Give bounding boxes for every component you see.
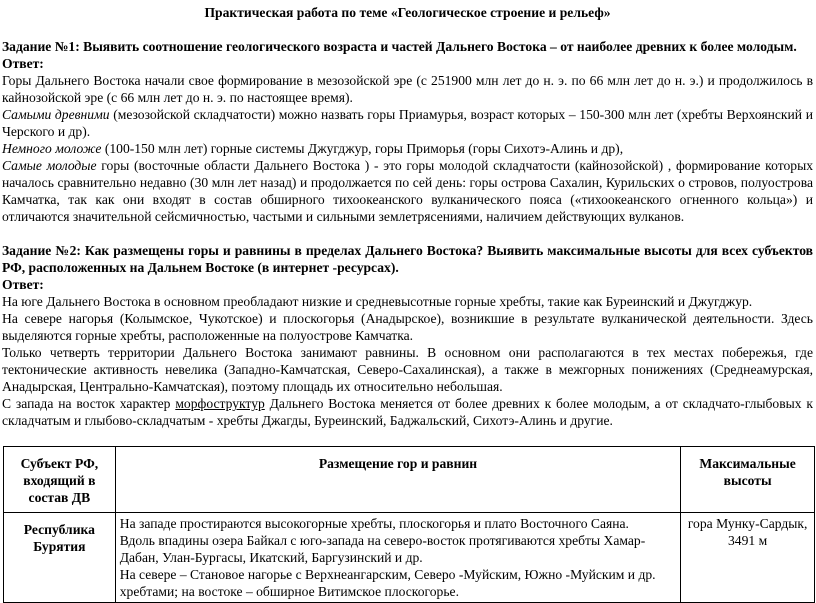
task1-heading: Задание №1: Выявить соотношение геологического возраста и частей Дальнего Востока – от наиболее древних к более молодым.: [2, 39, 797, 54]
task2-paragraph-3: Только четверть территории Дальнего Востока занимают равнины. В основном они располагаются в тех местах побережья, где тектонические активность невелика (Западно-Камчатская, Северо-Сахалинская), а также в межгорных понижениях (Среднеамурская, Анадырская, Центрально-Камчатская), поэтому площадь их относительно небольшая.: [2, 345, 813, 394]
header-max-height: Максимальные высоты: [681, 447, 815, 513]
morphostructure-link[interactable]: морфоструктур: [175, 396, 265, 411]
header-placement: Размещение гор и равнин: [115, 447, 680, 513]
table-row: [4, 513, 815, 603]
youngest-term: Самые молодые: [2, 158, 97, 173]
ancient-term: Самыми древними: [2, 107, 110, 122]
task1-ancient-paragraph: [2, 106, 813, 140]
task2-paragraph-2: На севере нагорья (Колымское, Чукотское) и плоскогорья (Анадырское), возникшие в результате вулканической деятельности. Здесь выделяются горные хребты, расположенные на полуострове Камчатка.: [2, 311, 813, 343]
header-subject: Субъект РФ, входящий в состав ДВ: [4, 447, 116, 513]
row-placement: [115, 513, 680, 603]
younger-term: Немного моложе: [2, 141, 102, 156]
para4-end: Дальнего Востока меняется от более древних к более молодым, а от складчато-глыбовых к складчатым и глыбово-складчатым - хребты Джагды, Буреинский, Баджальский, Сихотэ-Алинь и другие.: [2, 396, 813, 428]
heights-table: [3, 446, 815, 603]
ancient-text: (мезозойской складчатости) можно назвать горы Приамурья, возраст которых – 150-300 млн лет (хребты Верхоянский и Черского и др).: [2, 107, 813, 139]
row-subject: Республика Бурятия: [4, 513, 116, 603]
task1-youngest-paragraph: [2, 157, 813, 225]
task1-answer-label: Ответ:: [2, 56, 44, 71]
blank-line: [2, 225, 813, 242]
table-header-row: [4, 447, 815, 513]
task2-heading: Задание №2: Как размещены горы и равнины в пределах Дальнего Востока? Выявить максимальные высоты для всех субъектов РФ, расположенных на Дальнем Востоке (в интернет -ресурсах).: [2, 243, 813, 275]
placement-line-2: Вдоль впадины озера Байкал с юго-запада на северо-восток протягиваются хребты Хамар-Дабан, Улан-Бургасы, Икатский, Баргузинский и др.: [119, 533, 646, 565]
task1-younger-paragraph: [2, 140, 813, 157]
task2-paragraph-1: На юге Дальнего Востока в основном преобладают низкие и средневысотные горные хребты, такие как Буреинский и Джугджур.: [2, 294, 753, 309]
document-title: Практическая работа по теме «Геологическое строение и рельеф»: [204, 5, 611, 20]
youngest-text: горы (восточные области Дальнего Востока ) - это горы молодой складчатости (кайнозойской) , формирование которых началось сравнительно недавно (30 млн лет назад) и продолжается по сей день: горы острова Сахалин, Курильских о стровов, полуострова Камчатка, так как они входят в состав обширного тихоокеанского вулканического пояса («тихоокеанского огненного кольца») и отличаются значительной сейсмичностью, частыми и сильными землетрясениями, наличием действующих вулканов.: [2, 158, 813, 224]
task2-paragraph-4: [2, 395, 813, 429]
task1-intro: Горы Дальнего Востока начали свое формирование в мезозойской эре (с 251900 млн лет до н. э. по 66 млн лет до н. э.) и продолжилось в кайнозойской эре (с 66 млн лет до н. э. по настоящее время).: [2, 73, 813, 105]
row-max-height: гора Мунку-Сардык, 3491 м: [681, 513, 815, 603]
task2-answer-label: Ответ:: [2, 277, 44, 292]
placement-line-1: На западе простираются высокогорные хребты, плоскогорья и плато Восточного Саяна.: [119, 516, 629, 531]
para4-start: С запада на восток характер: [2, 396, 176, 411]
placement-line-3: На севере – Становое нагорье с Верхнеангарским, Северо -Муйским, Южно -Муйским и др. хребтами; на востоке – обширное Витимское плоскогорье.: [119, 567, 656, 599]
younger-text: (100-150 млн лет) горные системы Джугджур, горы Приморья (горы Сихотэ-Алинь и др),: [101, 141, 624, 156]
blank-line: [2, 21, 813, 38]
